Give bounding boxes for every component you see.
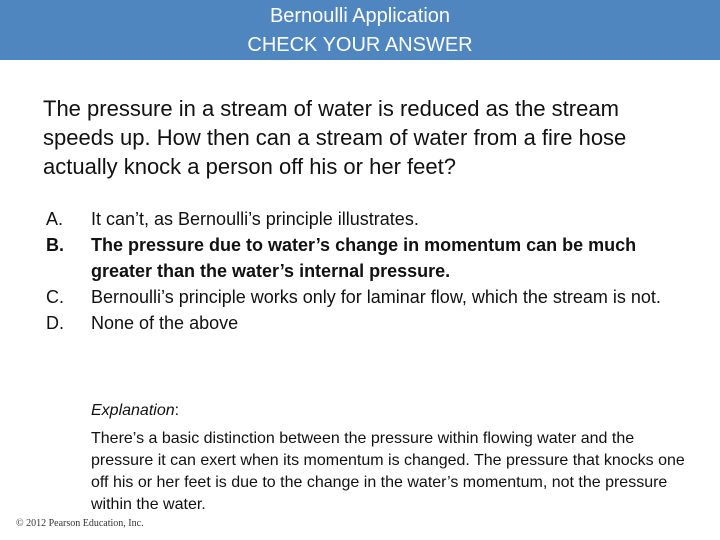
- choice-text: The pressure due to water’s change in momentum can be much greater than the water’s internal pressure.: [91, 235, 637, 281]
- choice-a: [46, 206, 686, 232]
- explanation-heading: [91, 400, 691, 422]
- explanation-block: [91, 400, 691, 516]
- answer-choices: [46, 206, 686, 336]
- choice-letter: A.: [46, 209, 64, 229]
- question-text: The pressure in a stream of water is reduced as the stream speeds up. How then can a stream of water from a fire hose actually knock a person off his or her feet?: [43, 96, 627, 179]
- choice-c: [46, 284, 686, 310]
- slide-subtitle: CHECK YOUR ANSWER: [247, 34, 473, 56]
- choice-b: [46, 232, 686, 284]
- choice-letter: C.: [46, 287, 64, 307]
- choice-d: [46, 310, 686, 336]
- copyright-footer: © 2012 Pearson Education, Inc.: [16, 518, 144, 529]
- choice-text: Bernoulli’s principle works only for laminar flow, which the stream is not.: [91, 287, 661, 307]
- slide-header: [0, 0, 720, 60]
- slide-title: Bernoulli Application: [269, 5, 451, 27]
- choice-text: It can’t, as Bernoulli’s principle illustrates.: [91, 209, 419, 229]
- choice-letter: B.: [46, 235, 64, 255]
- choice-letter: D.: [46, 313, 64, 333]
- choice-text: None of the above: [91, 313, 239, 333]
- explanation-colon: :: [174, 402, 180, 419]
- explanation-text: There’s a basic distinction between the pressure within flowing water and the pressure it can exert when its momentum is changed. The pressure that knocks one off his or her feet is due to the change in the water’s momentum, not the pressure within the water.: [91, 430, 685, 513]
- explanation-title: Explanation: [91, 402, 175, 419]
